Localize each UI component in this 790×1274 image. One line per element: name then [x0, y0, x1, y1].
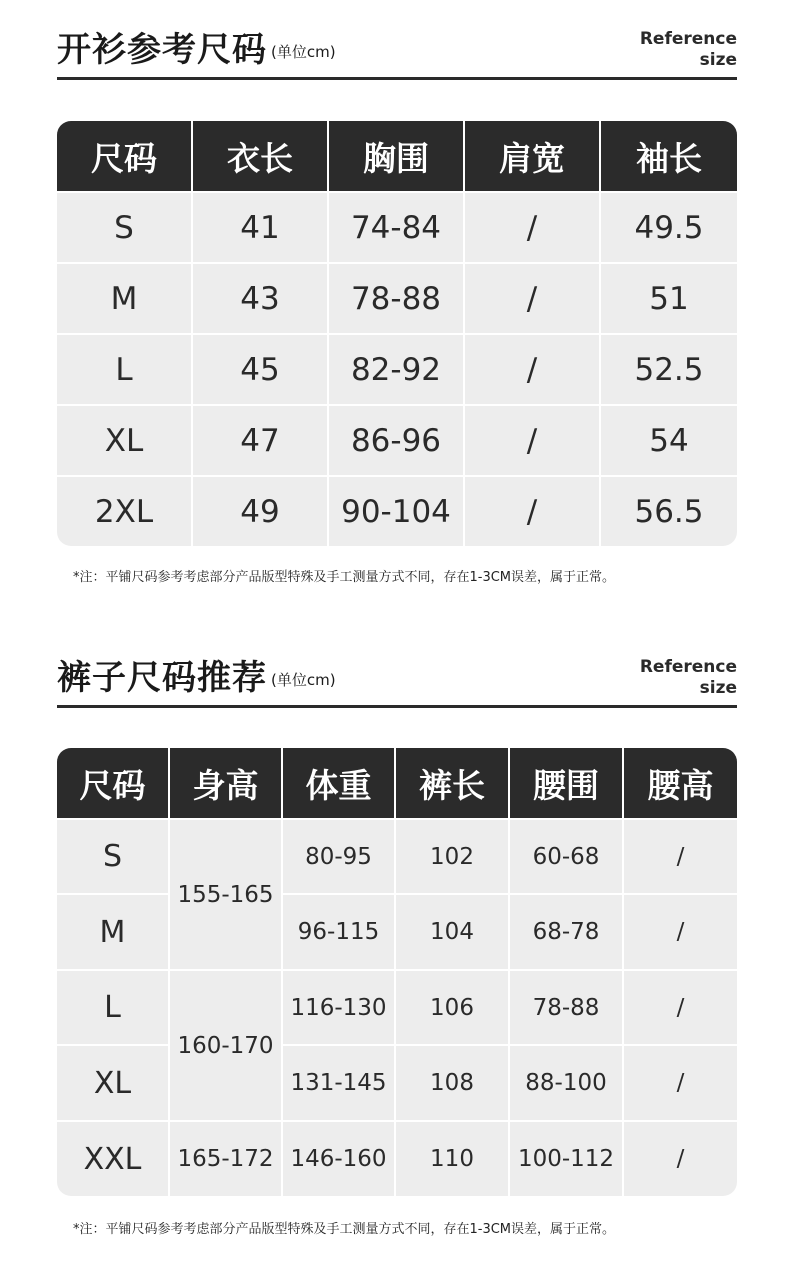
table-cell: 54 — [649, 422, 689, 459]
table-cell: 88-100 — [510, 1044, 622, 1120]
table-cell: 68-78 — [510, 893, 622, 969]
table-row — [57, 333, 737, 404]
table-header-row — [57, 121, 737, 191]
table-cell: 49.5 — [634, 209, 704, 246]
pants-length-column — [396, 818, 510, 1196]
header-shoulder: 肩宽 — [465, 121, 601, 191]
table-cell: 60-68 — [510, 818, 622, 893]
table-cell: / — [465, 335, 601, 404]
table-cell: 82-92 — [329, 335, 465, 404]
waist-column — [510, 818, 624, 1196]
unit-label: (单位cm) — [271, 43, 336, 61]
header-length: 衣长 — [193, 121, 329, 191]
table-cell: 102 — [396, 818, 508, 893]
table-cell: / — [465, 264, 601, 333]
table-body — [57, 818, 737, 1196]
table-cell: 96-115 — [283, 893, 394, 969]
measurement-note: *注：平铺尺码参考考虑部分产品版型特殊及手工测量方式不同，存在1-3CM误差，属于正常。 — [73, 1222, 616, 1237]
table-cell: 56.5 — [634, 493, 704, 530]
table-cell: 165-172 — [170, 1120, 281, 1196]
header-weight: 体重 — [283, 748, 396, 818]
table-cell: 80-95 — [283, 818, 394, 893]
table-header-row — [57, 748, 737, 818]
weight-column — [283, 818, 396, 1196]
table-cell: M — [57, 264, 193, 333]
header-waist-height: 腰高 — [647, 765, 714, 805]
table-cell: 49 — [193, 477, 329, 546]
header-chest: 胸围 — [329, 121, 465, 191]
table-cell: 52.5 — [634, 351, 704, 388]
table-cell: / — [624, 818, 737, 893]
table-cell: 51 — [649, 280, 689, 317]
header-size: 尺码 — [57, 121, 193, 191]
reference-size-label: Reference size — [639, 29, 737, 70]
header-sleeve: 袖长 — [636, 138, 702, 178]
table-cell: 106 — [396, 969, 508, 1044]
table-cell: / — [624, 1044, 737, 1120]
table-cell: 78-88 — [329, 264, 465, 333]
table-row — [57, 262, 737, 333]
table-cell: 45 — [193, 335, 329, 404]
table-cell: 100-112 — [510, 1120, 622, 1196]
unit-label: (单位cm) — [271, 671, 336, 689]
table-cell: L — [57, 969, 168, 1044]
header-pants-length: 裤长 — [396, 748, 510, 818]
table-cell: 110 — [396, 1120, 508, 1196]
table-cell: XXL — [57, 1120, 168, 1196]
table-cell: 74-84 — [329, 193, 465, 262]
table-cell: / — [624, 893, 737, 969]
table-cell: 43 — [193, 264, 329, 333]
header-height: 身高 — [170, 748, 283, 818]
table-cell: 47 — [193, 406, 329, 475]
table-cell: / — [465, 193, 601, 262]
table-cell: 2XL — [57, 477, 193, 546]
header-size: 尺码 — [57, 748, 170, 818]
table-cell: 160-170 — [170, 969, 281, 1120]
size-column — [57, 818, 170, 1196]
table-cell: / — [624, 969, 737, 1044]
table-cell: 86-96 — [329, 406, 465, 475]
measurement-note: *注：平铺尺码参考考虑部分产品版型特殊及手工测量方式不同，存在1-3CM误差，属于正常。 — [73, 570, 616, 585]
table-row — [57, 475, 737, 546]
table-cell: / — [465, 406, 601, 475]
table-cell: M — [57, 893, 168, 969]
table-cell: L — [57, 335, 193, 404]
table-row — [57, 404, 737, 475]
cardigan-size-table — [57, 121, 737, 546]
table-cell: XL — [57, 406, 193, 475]
section-title: 裤子尺码推荐 (单位cm) — [57, 658, 336, 698]
table-cell: 104 — [396, 893, 508, 969]
table-cell: 90-104 — [329, 477, 465, 546]
table-cell: XL — [57, 1044, 168, 1120]
table-cell: 146-160 — [283, 1120, 394, 1196]
table-cell: 41 — [193, 193, 329, 262]
reference-size-label: Reference size — [639, 657, 737, 698]
pants-size-table — [57, 748, 737, 1196]
section-title: 开衫参考尺码 (单位cm) — [57, 30, 336, 70]
waist-height-column — [624, 818, 737, 1196]
table-row — [57, 191, 737, 262]
table-cell: 78-88 — [510, 969, 622, 1044]
table-cell: S — [57, 193, 193, 262]
height-column — [170, 818, 283, 1196]
table-cell: S — [57, 818, 168, 893]
table-cell: / — [624, 1120, 737, 1196]
table-cell: / — [465, 477, 601, 546]
table-cell: 108 — [396, 1044, 508, 1120]
table-cell: 116-130 — [283, 969, 394, 1044]
header-waist: 腰围 — [510, 748, 624, 818]
table-cell: 155-165 — [170, 818, 281, 969]
table-cell: 131-145 — [283, 1044, 394, 1120]
cardigan-size-header — [57, 30, 737, 80]
pants-size-header — [57, 658, 737, 708]
